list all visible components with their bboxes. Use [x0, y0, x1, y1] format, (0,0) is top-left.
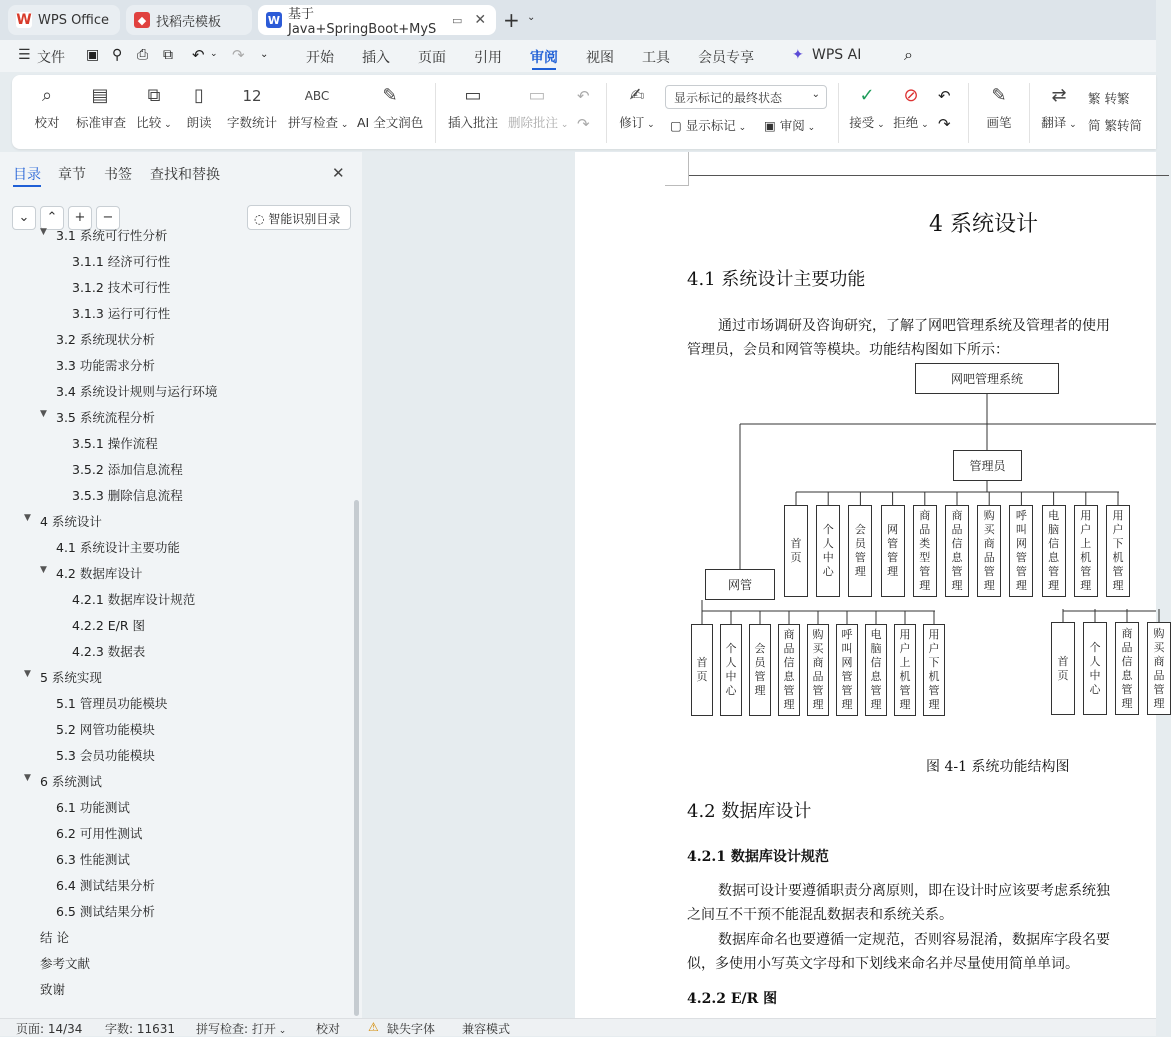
expand-triangle-icon[interactable]: ▼	[24, 513, 31, 523]
paragraph: 之间互不干预不能混乱数据表和系统关系。	[687, 907, 953, 923]
diagram-admin-node: 管理员	[953, 450, 1022, 481]
toc-item[interactable]	[72, 304, 170, 322]
toc-list	[0, 227, 354, 1018]
toc-item[interactable]	[56, 356, 155, 374]
save-icon[interactable]: ▣	[86, 47, 100, 63]
tab-toc[interactable]: 目录	[13, 167, 41, 183]
page-indicator[interactable]: 页面: 14/34	[16, 1022, 83, 1036]
toc-item[interactable]	[40, 408, 155, 426]
toc-item-label: 3.1 系统可行性分析	[56, 228, 168, 243]
toc-item[interactable]	[24, 772, 102, 790]
word-count-icon: 12	[242, 87, 262, 105]
tab-label: 找稻壳模板	[156, 14, 222, 30]
header-rule	[689, 175, 1169, 176]
pen-button[interactable]: ✎ 画笔	[984, 83, 1014, 131]
accept-button[interactable]: ✓ 接受 ⌄	[849, 85, 885, 130]
menu-page[interactable]: 页面	[418, 50, 446, 66]
std-review-button[interactable]: ▤ 标准审查	[76, 85, 127, 130]
warning-icon: ⚠	[368, 1020, 379, 1034]
toc-item-label: 5.3 会员功能模块	[56, 748, 155, 763]
menu-view[interactable]: 视图	[586, 50, 614, 66]
comment-delete-icon: ▭	[528, 85, 546, 106]
compat-mode-status: 兼容模式	[462, 1022, 511, 1036]
figure-caption: 图 4-1 系统功能结构图	[926, 759, 1070, 775]
toc-item[interactable]	[72, 278, 170, 296]
minus-icon: −	[102, 210, 114, 225]
toc-item[interactable]	[40, 564, 143, 582]
toc-item-label: 4.2 数据库设计	[56, 566, 143, 581]
admin-child-node: 个人中心	[816, 505, 840, 597]
print-preview-icon[interactable]: ⧉	[163, 47, 173, 63]
compare-button[interactable]: ⧉ 比较 ⌄	[134, 83, 174, 131]
toc-item-label: 3.5.1 操作流程	[72, 436, 158, 451]
menu-insert[interactable]: 插入	[362, 50, 390, 66]
ribbon-separator	[1029, 83, 1030, 143]
toc-item-label: 3.3 功能需求分析	[56, 358, 155, 373]
hamburger-icon[interactable]: ☰	[18, 47, 31, 63]
netadmin-child-node: 会员管理	[749, 624, 771, 716]
proofread-button[interactable]: ⌕ 校对	[32, 83, 62, 131]
screen-icon[interactable]: ▭	[452, 13, 463, 27]
document-page	[575, 152, 1165, 1018]
accept-icon: ✓	[859, 85, 875, 106]
paragraph: 通过市场调研及咨询研究，了解了网吧管理系统及管理者的使用	[718, 318, 1110, 334]
toc-item[interactable]	[56, 330, 155, 348]
reject-icon: ⊘	[903, 85, 919, 106]
paragraph: 数据库命名也要遵循一定规范，否则容易混淆，数据库字段名要	[718, 932, 1110, 948]
netadmin-child-node: 首页	[691, 624, 713, 716]
show-markup-button[interactable]: ▢ 显示标记 ⌄	[670, 118, 747, 133]
toc-item-label: 4.1 系统设计主要功能	[56, 540, 180, 555]
magic-wand-icon: ✎	[382, 85, 398, 106]
admin-child-node: 用户下机管理	[1106, 505, 1130, 597]
admin-child-node: 会员管理	[848, 505, 872, 597]
more-icon[interactable]: ⌄	[260, 49, 269, 60]
toc-item-label: 结 论	[40, 930, 69, 945]
plus-icon: +	[74, 210, 86, 225]
chapter-title: 4 系统设计	[929, 212, 1038, 237]
review-pane-button[interactable]: ▣ 审阅 ⌄	[764, 118, 816, 133]
toc-item[interactable]	[40, 980, 65, 998]
tab-bookmarks[interactable]: 书签	[104, 167, 132, 183]
chevron-down-icon: ⌄	[18, 210, 30, 225]
toc-item-label: 4 系统设计	[40, 514, 102, 529]
pen-icon: ✎	[991, 85, 1007, 106]
chevron-down-icon[interactable]: ⌄	[527, 12, 536, 23]
function-structure-diagram	[575, 352, 1165, 732]
admin-child-node: 网管管理	[881, 505, 905, 597]
tab-find-replace[interactable]: 查找和替换	[150, 167, 220, 183]
to-traditional-button[interactable]: 繁 转繁	[1088, 91, 1130, 106]
ribbon-review	[12, 75, 1156, 149]
active-underline	[13, 185, 41, 187]
member-child-node: 商品信息管理	[1115, 622, 1139, 715]
toc-item-label: 6.2 可用性测试	[56, 826, 143, 841]
admin-child-node: 商品信息管理	[945, 505, 969, 597]
search-icon[interactable]: ⌕	[904, 45, 913, 64]
spell-check-status[interactable]: 拼写检查: 打开 ⌄	[196, 1022, 287, 1036]
tab-bar	[0, 0, 1156, 40]
toc-item[interactable]	[56, 824, 142, 842]
toc-item-label: 5.2 网管功能模块	[56, 722, 155, 737]
toc-item[interactable]	[56, 746, 155, 764]
admin-child-node: 电脑信息管理	[1042, 505, 1066, 597]
toc-item-label: 4.2.3 数据表	[72, 644, 146, 659]
expand-triangle-icon[interactable]: ▼	[40, 409, 47, 419]
toc-item-label: 3.5.3 删除信息流程	[72, 488, 183, 503]
tab-document[interactable]	[258, 5, 496, 35]
toc-item-label: 3.2 系统现状分析	[56, 332, 155, 347]
markup-select[interactable]: 显示标记的最终状态 ⌄	[665, 85, 827, 109]
heading-4-2-1: 4.2.1 数据库设计规范	[687, 849, 829, 865]
toc-item[interactable]	[40, 954, 90, 972]
spell-check-button[interactable]: ABC 拼写检查 ⌄	[288, 83, 346, 131]
expand-triangle-icon[interactable]: ▼	[24, 773, 31, 783]
expand-triangle-icon[interactable]: ▼	[24, 669, 31, 679]
netadmin-child-node: 用户上机管理	[894, 624, 916, 716]
new-tab-icon[interactable]: +	[503, 8, 520, 32]
menu-vip[interactable]: 会员专享	[698, 50, 754, 66]
toc-item[interactable]	[72, 252, 170, 270]
menu-start[interactable]: 开始	[306, 50, 334, 66]
status-bar	[0, 1018, 1156, 1036]
ribbon-separator	[968, 83, 969, 143]
simplified-icon: 简	[1088, 118, 1101, 133]
translate-button[interactable]: ⇄ 翻译 ⌄	[1041, 85, 1077, 130]
smart-toc-button[interactable]: ◌ 智能识别目录	[247, 205, 351, 230]
paragraph: 似，多使用小写英文字母和下划线来命名并尽量使用简单单词。	[687, 956, 1079, 972]
member-child-node: 购买商品管理	[1147, 622, 1171, 715]
heading-4-2: 4.2 数据库设计	[687, 801, 812, 822]
admin-child-node: 呼叫网管管理	[1009, 505, 1033, 597]
close-tab-icon[interactable]: ✕	[474, 12, 487, 28]
toc-item[interactable]	[56, 902, 155, 920]
toc-item-label: 6.3 性能测试	[56, 852, 130, 867]
toc-item[interactable]	[24, 512, 102, 530]
navigation-pane	[0, 152, 362, 1018]
menu-review[interactable]: 审阅	[530, 50, 558, 66]
menu-file[interactable]: 文件	[37, 50, 65, 66]
toc-item[interactable]	[72, 642, 145, 660]
next-comment-icon[interactable]: ↷	[577, 115, 590, 133]
netadmin-child-node: 呼叫网管管理	[836, 624, 858, 716]
show-markup-icon: ▢	[670, 118, 686, 133]
review-pane-icon: ▣	[764, 118, 780, 133]
scrollbar[interactable]	[354, 500, 359, 1016]
word-count-button[interactable]: 12 字数统计	[227, 83, 277, 131]
insert-comment-button[interactable]: ▭ 插入批注	[448, 85, 499, 130]
diagram-root-node: 网吧管理系统	[915, 363, 1059, 394]
member-child-node: 首页	[1051, 622, 1075, 715]
toc-item[interactable]	[56, 694, 167, 712]
paragraph: 管理员，会员和网管等模块。功能结构图如下所示：	[687, 342, 1009, 358]
toc-item-label: 致谢	[40, 982, 66, 997]
page-corner-mark	[665, 152, 689, 186]
heading-4-1: 4.1 系统设计主要功能	[687, 269, 866, 290]
redo-icon[interactable]: ↷	[232, 46, 245, 64]
menu-wps-ai[interactable]: WPS AI	[812, 47, 862, 63]
ribbon-separator	[606, 83, 607, 143]
proofread-icon: ⌕	[41, 85, 53, 106]
toc-item-label: 6.4 测试结果分析	[56, 878, 155, 893]
toc-item[interactable]	[40, 226, 168, 244]
proof-status[interactable]: 校对	[316, 1022, 341, 1036]
toc-item[interactable]	[72, 590, 195, 608]
docer-icon: ◆	[134, 12, 150, 28]
tab-wps-office[interactable]	[8, 5, 120, 35]
paragraph: 数据可设计要遵循职责分离原则，即在设计时应该要考虑系统独	[718, 883, 1110, 899]
toc-item[interactable]	[72, 460, 183, 478]
reject-button[interactable]: ⊘ 拒绝 ⌄	[893, 85, 929, 130]
active-underline	[532, 68, 556, 70]
menu-bar	[0, 40, 1156, 72]
undo-icon[interactable]: ↶	[192, 46, 205, 64]
close-icon[interactable]: ✕	[332, 164, 345, 182]
toc-item-label: 3.5.2 添加信息流程	[72, 462, 183, 477]
toc-item-label: 6.1 功能测试	[56, 800, 130, 815]
toc-item[interactable]	[56, 798, 130, 816]
tab-label: WPS Office	[38, 12, 110, 28]
speaker-icon: ▯	[194, 85, 204, 106]
toc-item[interactable]	[72, 434, 158, 452]
toc-item-label: 4.2.2 E/R 图	[72, 618, 146, 633]
expand-triangle-icon[interactable]: ▼	[40, 565, 47, 575]
toc-item-label: 3.1.3 运行可行性	[72, 306, 171, 321]
diagram-netadmin-node: 网管	[705, 569, 775, 600]
writer-icon: W	[267, 13, 281, 27]
revise-icon: ✍	[629, 85, 645, 106]
toc-item-label: 3.5 系统流程分析	[56, 410, 155, 425]
toc-item-label: 参考文献	[40, 956, 91, 971]
word-count[interactable]: 字数: 11631	[105, 1022, 176, 1036]
member-child-node: 个人中心	[1083, 622, 1107, 715]
tab-chapters[interactable]: 章节	[58, 167, 86, 183]
admin-child-node: 首页	[784, 505, 808, 597]
tab-label: 基于Java+SpringBoot+MyS	[288, 7, 437, 37]
toc-item[interactable]	[56, 720, 155, 738]
toc-item[interactable]	[72, 486, 183, 504]
netadmin-child-node: 电脑信息管理	[865, 624, 887, 716]
wps-ai-icon: ✦	[792, 47, 804, 63]
expand-triangle-icon[interactable]: ▼	[40, 227, 47, 237]
traditional-icon: 繁	[1088, 91, 1101, 106]
undo-dropdown-icon[interactable]: ⌄	[210, 49, 218, 59]
netadmin-child-node: 个人中心	[720, 624, 742, 716]
heading-4-2-2: 4.2.2 E/R 图	[687, 991, 778, 1007]
ai-polish-button[interactable]: ✎ AI 全文润色	[357, 85, 424, 130]
print-icon[interactable]: ⎙	[137, 47, 149, 63]
ribbon-separator	[838, 83, 839, 143]
admin-child-node: 商品类型管理	[913, 505, 937, 597]
tab-docer[interactable]	[126, 5, 252, 35]
netadmin-child-node: 用户下机管理	[923, 624, 945, 716]
spell-check-icon: ABC	[304, 89, 330, 103]
toc-item-label: 5.1 管理员功能模块	[56, 696, 168, 711]
menu-references[interactable]: 引用	[474, 50, 502, 66]
toc-item-label: 3.1.1 经济可行性	[72, 254, 171, 269]
toc-item-label: 6 系统测试	[40, 774, 102, 789]
toc-item[interactable]	[56, 876, 155, 894]
prev-comment-icon[interactable]: ↶	[577, 87, 590, 105]
compare-icon: ⧉	[147, 85, 161, 106]
toc-item[interactable]	[56, 382, 217, 400]
toc-item-label: 5 系统实现	[40, 670, 102, 685]
comment-add-icon: ▭	[464, 85, 482, 106]
read-aloud-button[interactable]: ▯ 朗读	[186, 85, 212, 130]
to-simplified-button[interactable]: 简 繁转简	[1088, 118, 1143, 133]
toc-item[interactable]	[56, 850, 130, 868]
netadmin-child-node: 购买商品管理	[807, 624, 829, 716]
translate-icon: ⇄	[1051, 85, 1067, 106]
revise-button[interactable]: ✍ 修订 ⌄	[619, 85, 655, 130]
wps-icon: W	[16, 12, 32, 28]
toc-item[interactable]	[40, 928, 69, 946]
document-check-icon: ▤	[91, 85, 109, 106]
toc-item[interactable]	[72, 616, 145, 634]
toc-item[interactable]	[24, 668, 102, 686]
missing-font-status[interactable]: 缺失字体	[387, 1022, 436, 1036]
toc-item[interactable]	[56, 538, 180, 556]
smart-icon: ◌	[254, 212, 269, 226]
delete-comment-button[interactable]: ▭ 删除批注 ⌄	[508, 85, 569, 130]
toc-item-label: 4.2.1 数据库设计规范	[72, 592, 196, 607]
toc-item-label: 3.1.2 技术可行性	[72, 280, 171, 295]
ribbon-separator	[435, 83, 436, 143]
next-change-icon[interactable]: ↷	[938, 115, 951, 133]
collapse-all-button[interactable]	[12, 206, 36, 230]
admin-child-node: 用户上机管理	[1074, 505, 1098, 597]
prev-change-icon[interactable]: ↶	[938, 87, 951, 105]
chevron-down-icon: ⌄	[811, 89, 820, 100]
admin-child-node: 购买商品管理	[977, 505, 1001, 597]
link-icon[interactable]: ⚲	[112, 47, 123, 63]
toc-item-label: 6.5 测试结果分析	[56, 904, 155, 919]
menu-tools[interactable]: 工具	[642, 50, 670, 66]
chevron-up-icon: ⌃	[46, 210, 58, 225]
toc-item-label: 3.4 系统设计规则与运行环境	[56, 384, 218, 399]
netadmin-child-node: 商品信息管理	[778, 624, 800, 716]
